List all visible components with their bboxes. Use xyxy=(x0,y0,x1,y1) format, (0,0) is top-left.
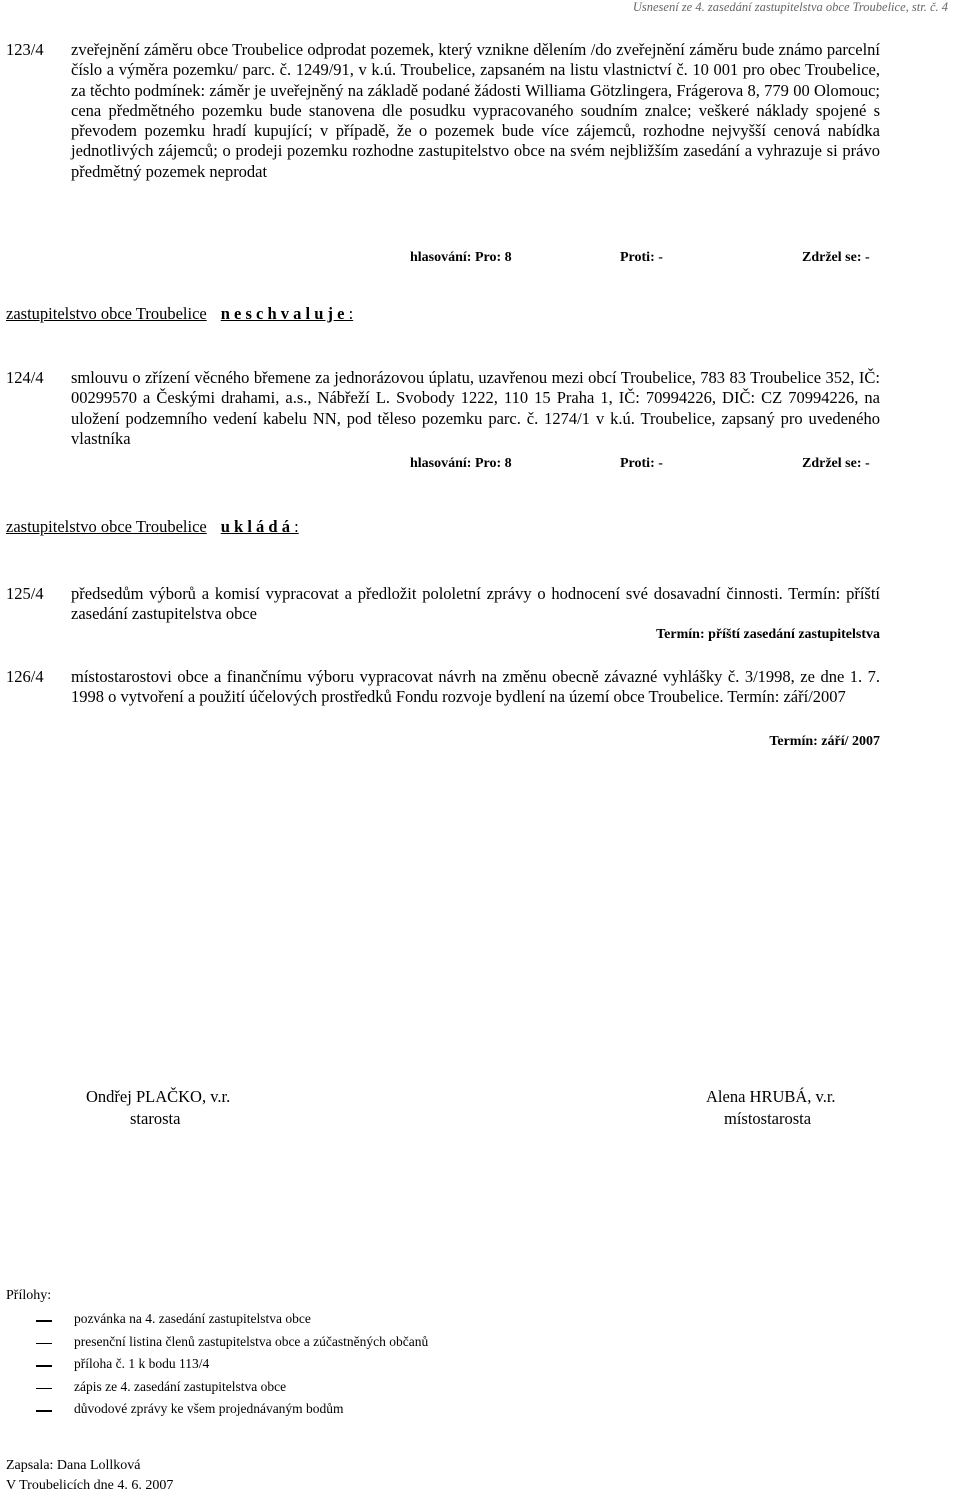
resolution-item-124 xyxy=(6,368,880,449)
resolution-item-126 xyxy=(6,667,880,708)
vote-proti: Proti: - xyxy=(620,456,663,471)
attachment-text: presenční listina členů zastupitelstva obce a zúčastněných občanů xyxy=(74,1333,429,1349)
attachment-text: zápis ze 4. zasedání zastupitelstva obce xyxy=(74,1378,287,1394)
place-date: V Troubelicích dne 4. 6. 2007 xyxy=(6,1478,174,1493)
page-header: Usnesení ze 4. zasedání zastupitelstva obce Troubelice, str. č. 4 xyxy=(632,0,948,14)
vote-pro: hlasování: Pro: 8 xyxy=(410,250,512,265)
item-number: 123/4 xyxy=(6,40,44,59)
section-heading-uklada xyxy=(6,517,299,537)
deadline-126: Termín: září/ 2007 xyxy=(769,734,880,749)
section-verb: n e s c h v a l u j e xyxy=(220,304,345,323)
vote-line xyxy=(6,250,880,270)
signature-name: Alena HRUBÁ, v.r. xyxy=(706,1087,836,1106)
dash-bullet xyxy=(36,1388,52,1390)
signature-role: místostarosta xyxy=(724,1109,812,1128)
vote-line xyxy=(6,456,880,476)
section-label: zastupitelstvo obce Troubelice xyxy=(6,304,207,323)
attachment-text: pozvánka na 4. zasedání zastupitelstva obce xyxy=(74,1311,311,1326)
item-number: 125/4 xyxy=(6,584,44,603)
vote-pro: hlasování: Pro: 8 xyxy=(410,456,512,471)
attachment-text: důvodové zprávy ke všem projednávaným bodům xyxy=(74,1401,344,1416)
section-colon: : xyxy=(289,517,299,536)
dash-bullet xyxy=(36,1343,52,1345)
resolution-item-125 xyxy=(6,584,880,625)
signature-name: Ondřej PLAČKO, v.r. xyxy=(86,1087,231,1106)
item-text: zveřejnění záměru obce Troubelice odprodat pozemek, který vznikne dělením /do zveřejnění záměru bude známo parcelní číslo a výměra pozemku/ parc. č. 1249/91, v k.ú. Troubelice, zapsaném na listu vlastnictví č. 10 001 pro obec Troubelice, za těchto podmínek: záměr je uveřejněný na základě podané žádosti Williama Götzlingera, Frágerova 8, 779 00 Olomouc; cena předmětného pozemku bude stanovena dle posudku vypracovaného soudním znalce; veškeré náklady spojené s převodem pozemku hradí kupující; v případě, že o pozemek bude více zájemců, rozhodne nejvyšší cenová nabídka jednotlivých zájemců; o prodeji pozemku rozhodne zastupitelstvo obce na svém nejbližším zasedání a vyhrazuje si právo předmětný pozemek neprodat xyxy=(71,40,880,181)
resolution-item-123 xyxy=(6,40,880,182)
dash-bullet xyxy=(36,1410,52,1412)
vote-zdrzel: Zdržel se: - xyxy=(802,250,870,265)
item-text: předsedům výborů a komisí vypracovat a předložit pololetní zprávy o hodnocení své dosavadní činnosti. Termín: příští zasedání zastupitelstva obce xyxy=(71,584,880,624)
signature-role: starosta xyxy=(130,1109,181,1128)
signature-deputy xyxy=(706,1086,836,1130)
item-number: 126/4 xyxy=(6,667,44,686)
section-heading-nechvaluje xyxy=(6,304,353,324)
signature-mayor xyxy=(86,1086,230,1130)
attachment-text: příloha č. 1 k bodu 113/4 xyxy=(74,1356,210,1371)
dash-bullet xyxy=(36,1365,52,1367)
item-text: smlouvu o zřízení věcného břemene za jednorázovou úplatu, uzavřenou mezi obcí Troubelice, 783 83 Troubelice 352, IČ: 00299570 a Českými drahami, a.s., Nábřeží L. Svobody 1222, 110 15 Praha 1, IČ: 70994226, DIČ: CZ 70994226, na uložení podzemního vedení kabelu NN, pod těleso pozemku parc. č. 1274/1 v k.ú. Troubelice, zapsaný pro uvedeného vlastníka xyxy=(71,368,880,448)
section-label: zastupitelstvo obce Troubelice xyxy=(6,517,207,536)
item-number: 124/4 xyxy=(6,368,44,387)
attachments-label: Přílohy: xyxy=(6,1288,52,1303)
deadline-125: Termín: příští zasedání zastupitelstva xyxy=(656,627,880,642)
dash-bullet xyxy=(36,1320,52,1322)
section-verb: u k l á d á xyxy=(220,517,290,536)
vote-proti: Proti: - xyxy=(620,250,663,265)
section-colon: : xyxy=(344,304,354,323)
vote-zdrzel: Zdržel se: - xyxy=(802,456,870,471)
recorded-by: Zapsala: Dana Lollková xyxy=(6,1458,141,1473)
item-text: místostarostovi obce a finančnímu výboru vypracovat návrh na změnu obecně závazné vyhlášky č. 3/1998, ze dne 1. 7. 1998 o vytvoření a použití účelových prostředků Fondu rozvoje bydlení na území obce Troubelice. Termín: září/2007 xyxy=(71,667,880,707)
